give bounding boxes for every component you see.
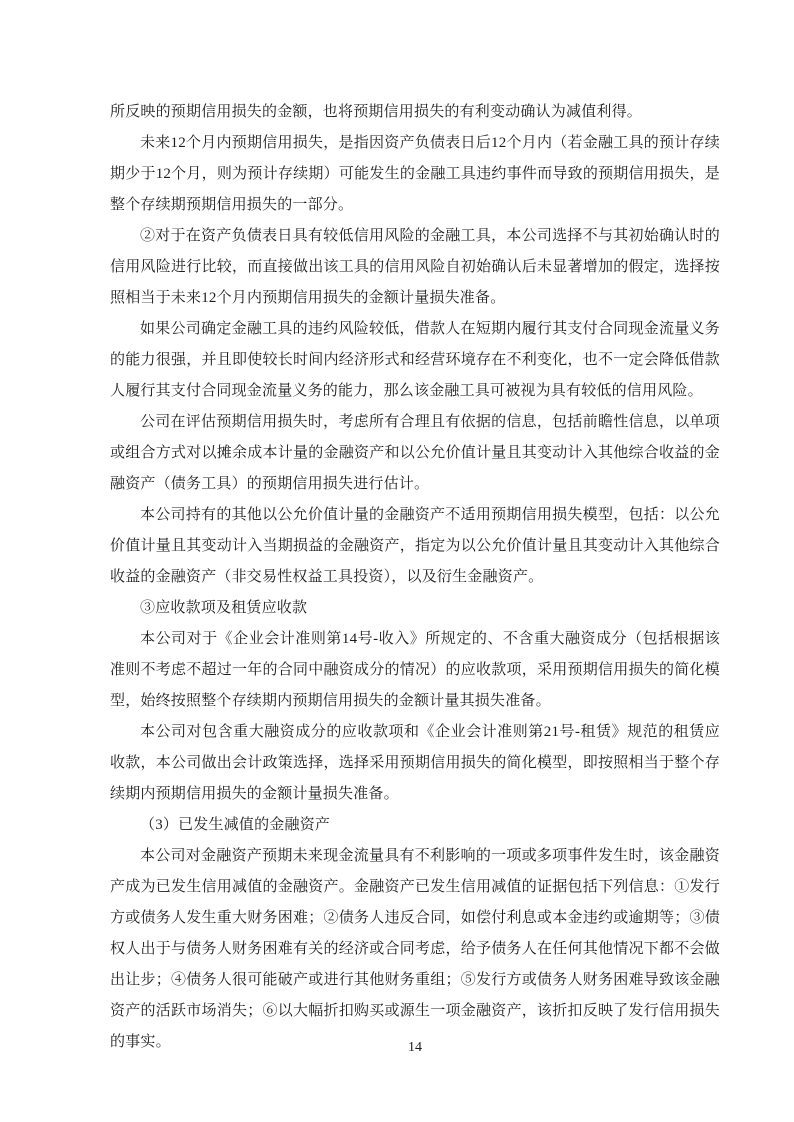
- paragraph: 本公司持有的其他以公允价值计量的金融资产不适用预期信用损失模型，包括：以公允价值计量且其变动计入当期损益的金融资产，指定为以公允价值计量且其变动计入其他综合收益的金融资产（非交易性权益工具投资），以及衍生金融资产。: [110, 507, 720, 585]
- section-heading: （3）已发生减值的金融资产: [140, 817, 331, 833]
- document-body: [110, 97, 720, 1058]
- page-number: 14: [408, 1040, 422, 1055]
- paragraph: 本公司对金融资产预期未来现金流量具有不利影响的一项或多项事件发生时，该金融资产成为已发生信用减值的金融资产。金融资产已发生信用减值的证据包括下列信息：①发行方或债务人发生重大财务困难；②债务人违反合同，如偿付利息或本金违约或逾期等；③债权人出于与债务人财务困难有关的经济或合同考虑，给予债务人在任何其他情况下都不会做出让步；④债务人很可能破产或进行其他财务重组；⑤发行方或债务人财务困难导致该金融资产的活跃市场消失；⑥以大幅折扣购买或源生一项金融资产，该折扣反映了发行信用损失的事实。: [110, 848, 720, 1050]
- paragraph: 公司在评估预期信用损失时，考虑所有合理且有依据的信息，包括前瞻性信息，以单项或组合方式对以摊余成本计量的金融资产和以公允价值计量且其变动计入其他综合收益的金融资产（债务工具）的预期信用损失进行估计。: [110, 414, 720, 492]
- section-heading: ③应收款项及租赁应收款: [140, 600, 308, 616]
- paragraph: 本公司对包含重大融资成分的应收款项和《企业会计准则第21号-租赁》规范的租赁应收款，本公司做出会计政策选择，选择采用预期信用损失的简化模型，即按照相当于整个存续期内预期信用损失的金额计量损失准备。: [110, 724, 720, 802]
- paragraph: 如果公司确定金融工具的违约风险较低，借款人在短期内履行其支付合同现金流量义务的能力很强，并且即使较长时间内经济形式和经营环境存在不利变化，也不一定会降低借款人履行其支付合同现金流量义务的能力，那么该金融工具可被视为具有较低的信用风险。: [110, 321, 720, 399]
- paragraph: 本公司对于《企业会计准则第14号-收入》所规定的、不含重大融资成分（包括根据该准则不考虑不超过一年的合同中融资成分的情况）的应收款项，采用预期信用损失的简化模型，始终按照整个存续期内预期信用损失的金额计量其损失准备。: [110, 631, 720, 709]
- paragraph: 所反映的预期信用损失的金额，也将预期信用损失的有利变动确认为减值利得。: [110, 104, 643, 120]
- paragraph: 未来12个月内预期信用损失，是指因资产负债表日后12个月内（若金融工具的预计存续期少于12个月，则为预计存续期）可能发生的金融工具违约事件而导致的预期信用损失，是整个存续期预期信用损失的一部分。: [110, 135, 720, 213]
- paragraph: ②对于在资产负债表日具有较低信用风险的金融工具，本公司选择不与其初始确认时的信用风险进行比较，而直接做出该工具的信用风险自初始确认后未显著增加的假定，选择按照相当于未来12个月内预期信用损失的金额计量损失准备。: [110, 228, 720, 306]
- page-footer: [110, 1040, 720, 1056]
